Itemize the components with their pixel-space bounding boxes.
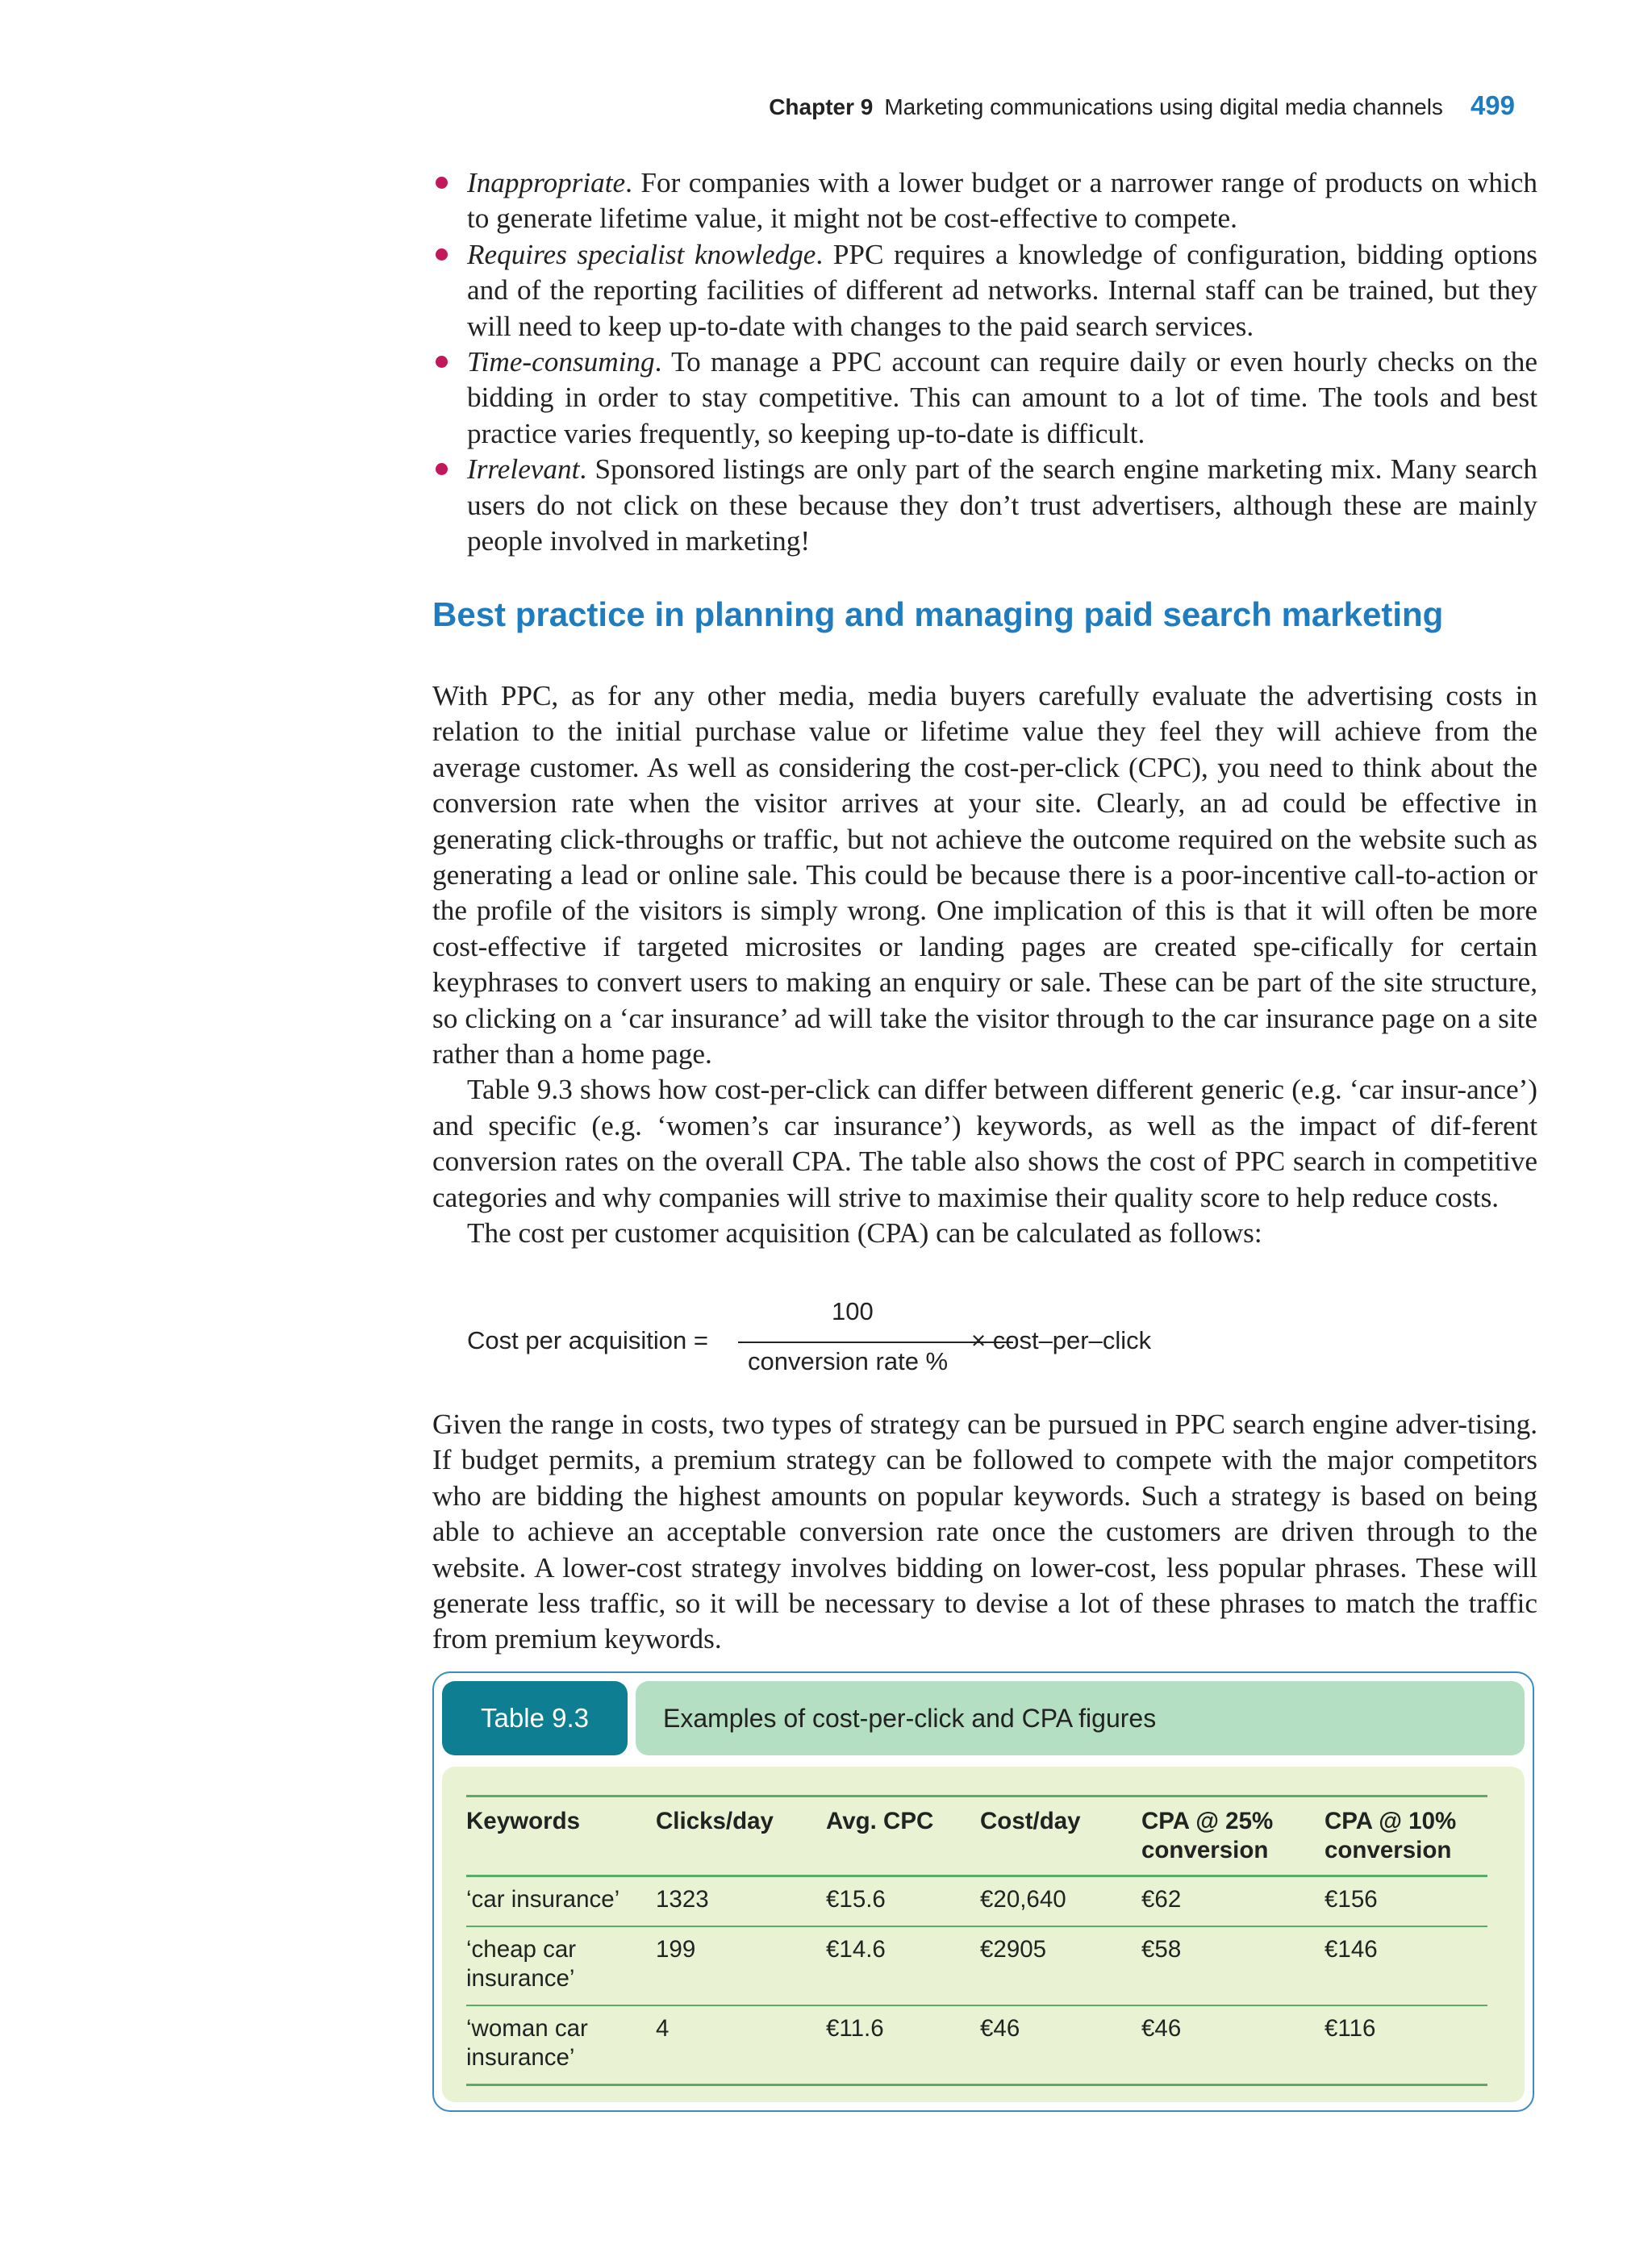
bullet-item <box>432 452 1537 559</box>
cpa-formula <box>467 1297 1193 1378</box>
paragraph: Given the range in costs, two types of strategy can be pursued in PPC search engine adver-tising. If budget permits, a premium strategy can be followed to compete with the major competitors who are bidding the highest amounts on popular keywords. Such a strategy is based on being able to achieve an acceptable conversion rate once the customers are driven through to the website. A lower-cost strategy involves bidding on lower-cost, less popular phrases. These will generate less traffic, so it will be necessary to devise a lot of these phrases to match the traffic from premium keywords. <box>432 1408 1537 1655</box>
paragraph: The cost per customer acquisition (CPA) can be calculated as follows: <box>467 1217 1262 1250</box>
bullet-text: . For companies with a lower budget or a narrower range of products on which to generate lifetime value, it might not be cost-effective to compete. <box>467 167 1537 235</box>
cell-clicks: 199 <box>656 1936 696 1963</box>
cell-cpa-25: €46 <box>1141 2015 1182 2042</box>
cpc-table <box>466 1795 1487 2086</box>
chapter-title: Marketing communications using digital media channels <box>884 94 1443 119</box>
bullet-item <box>432 237 1537 344</box>
body-paragraphs <box>432 678 1537 1252</box>
paragraph: Table 9.3 shows how cost-per-click can differ between different generic (e.g. ‘car insur-ance’) and specific (e.g. ‘women’s car insurance’) keywords, as well as the impact of dif-ferent conversion rates on the overall CPA. The table also shows the cost of PPC search in competitive categories and why companies will strive to maximise their quality score to help reduce costs. <box>432 1074 1537 1213</box>
column-header-cost-day: Cost/day <box>980 1808 1081 1834</box>
cell-cost-day: €46 <box>980 2015 1020 2042</box>
cell-cost-day: €2905 <box>980 1936 1047 1963</box>
formula-numerator: 100 <box>832 1297 874 1325</box>
bullet-list <box>432 165 1537 559</box>
bullet-term: Requires specialist knowledge <box>467 238 816 270</box>
bullet-dot-icon <box>436 463 448 475</box>
cell-cpa-10: €156 <box>1325 1886 1378 1913</box>
bullet-term: Inappropriate <box>467 167 626 198</box>
paragraph: With PPC, as for any other media, media buyers carefully evaluate the advertising costs in relation to the initial purchase value or lifetime value they feel they will achieve from the average customer. As well as considering the cost-per-click (CPC), you need to think about the conversion rate when the visitor arrives at your site. Clearly, an ad could be effective in generating click-throughs or traffic, but not achieve the outcome required on the website such as generating a lead or online sale. This could be because there is a poor-incentive call-to-action or the profile of the visitors is simply wrong. One implication of this is that it will often be more cost-effective if targeted microsites or landing pages are created spe-cifically for certain keyphrases to convert users to making an enquiry or sale. These can be part of the site structure, so clicking on a ‘car insurance’ ad will take the visitor through to the car insurance page on a site rather than a home page. <box>432 680 1537 1070</box>
bullet-item <box>432 344 1537 452</box>
table-header-row <box>466 1796 1487 1876</box>
formula-lhs: Cost per acquisition = <box>467 1326 708 1354</box>
cell-cpa-10: €116 <box>1325 2015 1376 2042</box>
bullet-dot-icon <box>436 248 448 261</box>
formula-rhs: × cost–per–click <box>971 1326 1152 1354</box>
column-header-keywords: Keywords <box>466 1808 580 1834</box>
table-body-panel <box>442 1767 1525 2102</box>
bullet-term: Irrelevant <box>467 453 580 486</box>
table-9-3 <box>432 1671 1534 2112</box>
table-caption: Examples of cost-per-click and CPA figures <box>636 1681 1525 1755</box>
section-heading: Best practice in planning and managing paid search marketing <box>432 595 1444 633</box>
cell-avg-cpc: €14.6 <box>826 1936 886 1963</box>
table-label: Table 9.3 <box>442 1681 628 1755</box>
column-header-clicks: Clicks/day <box>656 1808 774 1834</box>
cell-avg-cpc: €11.6 <box>826 2015 884 2042</box>
column-header-cpa-25: CPA @ 25% conversion <box>1141 1808 1274 1863</box>
bullet-text: . To manage a PPC account can require daily or even hourly checks on the bidding in order to stay competitive. This can amount to a lot of time. The tools and best practice varies frequently, so keeping up-to-date is difficult. <box>467 346 1537 449</box>
cell-cpa-25: €62 <box>1141 1886 1182 1913</box>
column-header-cpa-10: CPA @ 10% conversion <box>1325 1808 1457 1863</box>
formula-denominator: conversion rate % <box>748 1347 949 1375</box>
table-row <box>466 1926 1487 2005</box>
table-row <box>466 2005 1487 2085</box>
body-paragraph-strategy <box>432 1407 1537 1658</box>
cell-cost-day: €20,640 <box>980 1886 1066 1913</box>
bullet-text: . PPC requires a knowledge of configuration, bidding options and of the reporting facilities of different ad networks. Internal staff can be trained, but they will need to keep up-to-date with changes to the paid search services. <box>467 238 1537 342</box>
cell-keyword: ‘cheap car insurance’ <box>466 1936 577 1992</box>
running-header <box>769 90 1515 129</box>
cell-keyword: ‘woman car insurance’ <box>466 2015 588 2071</box>
table-row <box>466 1876 1487 1927</box>
cell-clicks: 1323 <box>656 1886 709 1913</box>
bullet-term: Time-consuming <box>467 346 655 378</box>
page-number: 499 <box>1470 90 1515 120</box>
cell-cpa-10: €146 <box>1325 1936 1378 1963</box>
column-header-avg-cpc: Avg. CPC <box>826 1808 934 1834</box>
cell-cpa-25: €58 <box>1141 1936 1182 1963</box>
cell-avg-cpc: €15.6 <box>826 1886 886 1913</box>
cell-keyword: ‘car insurance’ <box>466 1886 620 1913</box>
chapter-label: Chapter 9 <box>769 94 874 119</box>
bullet-dot-icon <box>436 177 448 189</box>
bullet-dot-icon <box>436 356 448 368</box>
bullet-item <box>432 165 1537 237</box>
bullet-text: . Sponsored listings are only part of the search engine marketing mix. Many search users do not click on these because they don’t trust advertisers, although these are mainly people involved in marketing! <box>467 453 1537 557</box>
cell-clicks: 4 <box>656 2015 670 2042</box>
